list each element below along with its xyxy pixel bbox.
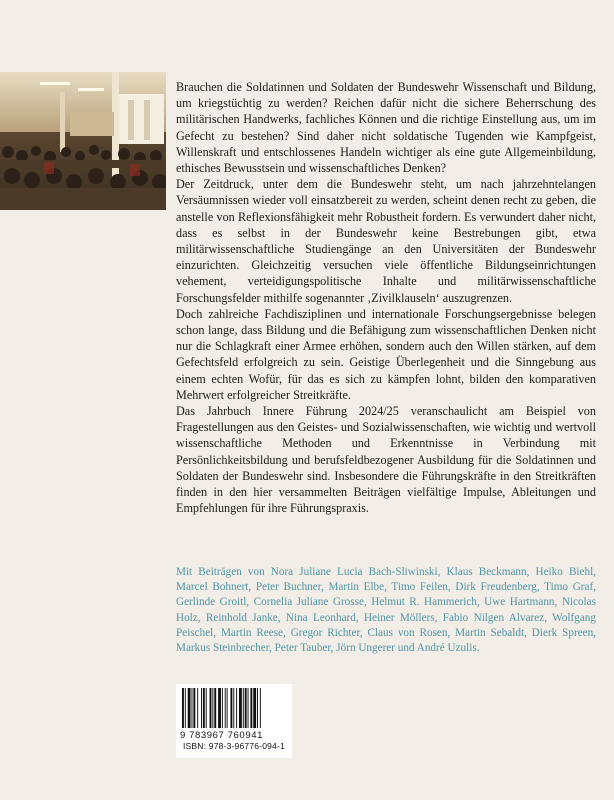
- barcode-bar: [260, 688, 261, 728]
- barcode-bar: [225, 688, 226, 728]
- barcode-bar: [214, 688, 216, 728]
- contributors-list: Mit Beiträgen von Nora Juliane Lucia Bach-Sliwinski, Klaus Beckmann, Heiko Biehl, Marcel Bohnert, Peter Buchner, Martin Elbe, Timo Feilen, Dirk Freudenberg, Timo Graf, Gerlinde Groitl, Cornelia Juliane Grosse, Helmut R. Hammerich, Uwe Hartmann, Nicolas Holz, Reinhold Janke, Nina Leonhard, Heiner Möllers, Fabio Nilgen Alvarez, Wolfgang Peischel, Martin Reese, Gregor Richter, Claus von Rosen, Martin Sebaldt, Dierk Spreen, Markus Steinbrecher, Peter Tauber, Jörn Ungerer und André Uzulis.: [176, 566, 596, 655]
- barcode-bar: [253, 688, 256, 728]
- barcode-bar: [230, 688, 232, 728]
- barcode-bar: [236, 688, 237, 728]
- barcode-bar: [257, 688, 258, 728]
- barcode-bar: [222, 688, 223, 728]
- barcode-bar: [245, 688, 247, 728]
- barcode-bar: [233, 688, 234, 728]
- barcode-bar: [206, 688, 207, 728]
- paragraph-2: Der Zeitdruck, unter dem die Bundeswehr steht, um nach jahrzehntelangen Versäumnissen wieder voll einsatzbereit zu werden, scheint denen recht zu geben, die anstelle von Reflexionsfähigkeit mehr Robustheit fordern. Es verwundert daher nicht, dass es selbst in der Bundeswehr keine Bestrebungen gibt, etwa militärwissenschaftliche Studiengänge an den Universitäten der Bundeswehr einzurichten. Gleichzeitig versuchen viele öffentliche Bildungseinrichtungen vehement, verteidigungspolitische Inhalte und militärwissenschaftliche Forschungsfelder mithilfe sogenannter ‚Zivilklauseln‘ auszugrenzen.: [176, 177, 596, 305]
- barcode-bar: [185, 688, 186, 728]
- lecture-hall-illustration: [0, 72, 166, 210]
- barcode-bar: [192, 688, 193, 728]
- paragraph-4: Das Jahrbuch Innere Führung 2024/25 veranschaulicht am Beispiel von Fragestellungen aus den Geistes- und Sozialwissenschaften, wie wichtig und wertvoll wissenschaftliche Methoden und Erkenntnisse in Verbindung mit Persönlichkeitsbildung und berufsfeldbezogener Ausbildung für die Soldatinnen und Soldaten der Bundeswehr sind. Insbesondere die Führungskräfte in den Streitkräften finden in den hier versammelten Beiträgen vielfältige Impulse, Ableitungen und Empfehlungen für ihre Führungspraxis.: [176, 404, 596, 516]
- blurb-text: [176, 79, 596, 516]
- barcode-bar: [250, 688, 252, 728]
- barcode-bar: [197, 688, 198, 728]
- barcode-bar: [243, 688, 244, 728]
- barcode-bar: [218, 688, 221, 728]
- lecture-hall-photo: [0, 72, 166, 210]
- barcode-bar: [203, 688, 205, 728]
- barcode-bar: [239, 688, 242, 728]
- barcode-bar: [182, 688, 184, 728]
- barcode-bar: [212, 688, 213, 728]
- barcode-bar: [201, 688, 202, 728]
- ean-digits: 9 783967 760941: [180, 730, 263, 741]
- barcode-bar: [248, 688, 249, 728]
- isbn-number: ISBN: 978-3-96776-094-1: [183, 741, 285, 751]
- barcode-bar: [227, 688, 228, 728]
- barcode-bar: [193, 688, 195, 728]
- barcode-bar: [210, 688, 212, 728]
- paragraph-1: Brauchen die Soldatinnen und Soldaten der Bundeswehr Wissenschaft und Bildung, um kriegstüchtig zu werden? Reichen dafür nicht die sichere Beherrschung des militärischen Handwerks, fachliches Können und die richtige Einstellung aus, um im Gefecht zu bestehen? Sind daher nicht soldatische Tugenden wie Kampfgeist, Willenskraft und entschlossenes Handeln wichtiger als eine gute Allgemeinbildung, ethisches Bewusstsein und wissenschaftliches Denken?: [176, 80, 596, 176]
- paragraph-3: Doch zahlreiche Fachdisziplinen und internationale Forschungsergebnisse belegen schon lange, dass Bildung und die Befähigung zum wissenschaftlichen Denken nicht nur die Schlagkraft einer Armee erhöhen, sondern auch den Willen stärken, auf dem Gefechtsfeld erfolgreich zu sein. Geistige Überlegenheit und die Sinngebung aus einem echten Wofür, für das es sich zu kämpfen lohnt, bilden den komparativen Mehrwert erfolgreicher Streitkräfte.: [176, 306, 596, 402]
- barcode-bar: [188, 688, 191, 728]
- barcode-bars: [176, 684, 292, 734]
